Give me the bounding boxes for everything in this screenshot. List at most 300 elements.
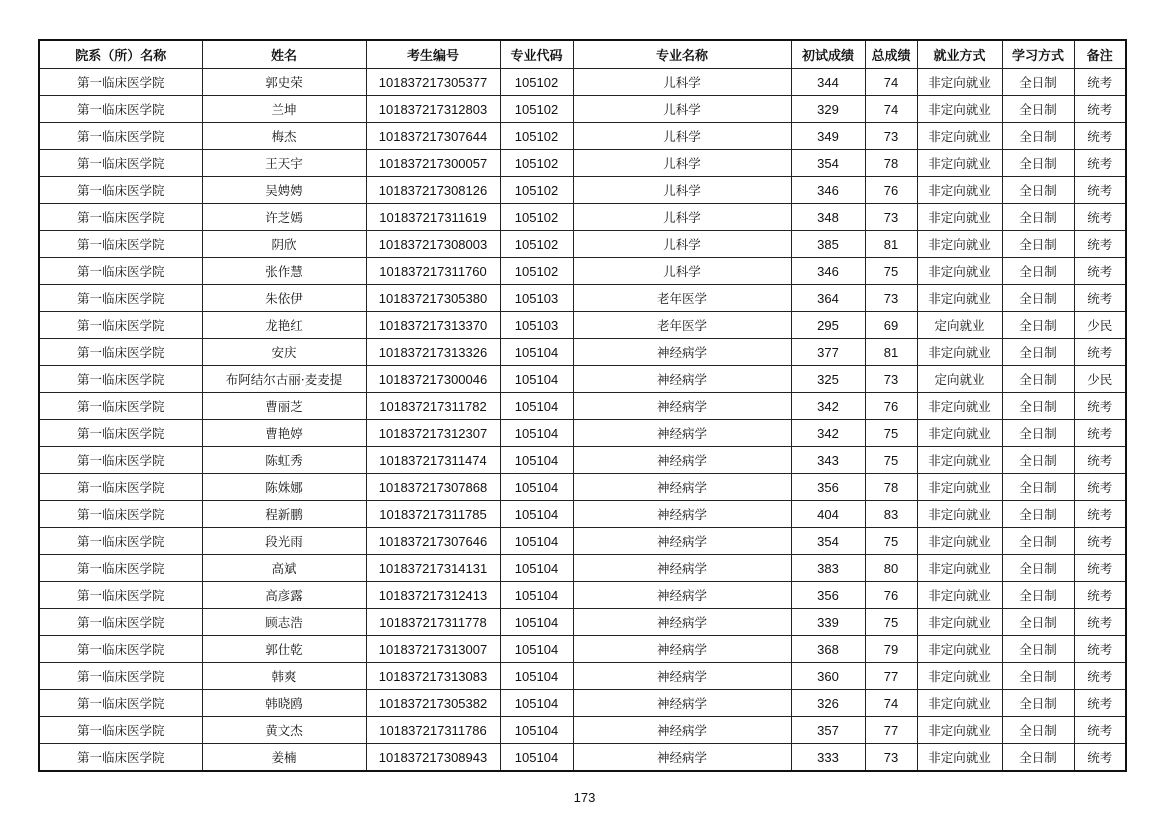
cell-department: 第一临床医学院 bbox=[39, 501, 202, 528]
cell-study-mode: 全日制 bbox=[1002, 744, 1074, 772]
cell-major-name: 神经病学 bbox=[573, 447, 791, 474]
column-header-department: 院系（所）名称 bbox=[39, 40, 202, 69]
cell-major-name: 神经病学 bbox=[573, 366, 791, 393]
cell-candidate-id: 101837217311782 bbox=[366, 393, 500, 420]
cell-employment-type: 非定向就业 bbox=[917, 555, 1002, 582]
table-row bbox=[39, 636, 1126, 663]
cell-study-mode: 全日制 bbox=[1002, 177, 1074, 204]
cell-major-name: 儿科学 bbox=[573, 96, 791, 123]
cell-name: 姜楠 bbox=[202, 744, 366, 772]
cell-total-score: 76 bbox=[865, 177, 917, 204]
column-header-major-name: 专业名称 bbox=[573, 40, 791, 69]
cell-total-score: 75 bbox=[865, 528, 917, 555]
cell-candidate-id: 101837217305377 bbox=[366, 69, 500, 96]
cell-name: 张作慧 bbox=[202, 258, 366, 285]
cell-candidate-id: 101837217311760 bbox=[366, 258, 500, 285]
cell-initial-score: 295 bbox=[791, 312, 865, 339]
cell-employment-type: 非定向就业 bbox=[917, 258, 1002, 285]
cell-department: 第一临床医学院 bbox=[39, 393, 202, 420]
cell-study-mode: 全日制 bbox=[1002, 609, 1074, 636]
cell-total-score: 77 bbox=[865, 717, 917, 744]
cell-initial-score: 368 bbox=[791, 636, 865, 663]
cell-major-code: 105104 bbox=[500, 528, 573, 555]
cell-study-mode: 全日制 bbox=[1002, 582, 1074, 609]
cell-remark: 统考 bbox=[1074, 744, 1126, 772]
cell-department: 第一临床医学院 bbox=[39, 690, 202, 717]
cell-candidate-id: 101837217305380 bbox=[366, 285, 500, 312]
table-row bbox=[39, 690, 1126, 717]
cell-employment-type: 非定向就业 bbox=[917, 447, 1002, 474]
cell-total-score: 78 bbox=[865, 150, 917, 177]
cell-major-code: 105104 bbox=[500, 339, 573, 366]
cell-candidate-id: 101837217313326 bbox=[366, 339, 500, 366]
cell-initial-score: 326 bbox=[791, 690, 865, 717]
table-row bbox=[39, 582, 1126, 609]
column-header-candidate-id: 考生编号 bbox=[366, 40, 500, 69]
cell-major-code: 105104 bbox=[500, 690, 573, 717]
cell-name: 许芝嫣 bbox=[202, 204, 366, 231]
cell-candidate-id: 101837217311474 bbox=[366, 447, 500, 474]
cell-major-code: 105104 bbox=[500, 420, 573, 447]
cell-study-mode: 全日制 bbox=[1002, 447, 1074, 474]
cell-major-name: 神经病学 bbox=[573, 528, 791, 555]
cell-major-code: 105102 bbox=[500, 69, 573, 96]
cell-initial-score: 377 bbox=[791, 339, 865, 366]
cell-name: 顾志浩 bbox=[202, 609, 366, 636]
cell-name: 韩爽 bbox=[202, 663, 366, 690]
table-row bbox=[39, 312, 1126, 339]
cell-initial-score: 346 bbox=[791, 177, 865, 204]
cell-major-name: 神经病学 bbox=[573, 609, 791, 636]
cell-department: 第一临床医学院 bbox=[39, 96, 202, 123]
cell-study-mode: 全日制 bbox=[1002, 123, 1074, 150]
cell-remark: 统考 bbox=[1074, 609, 1126, 636]
cell-candidate-id: 101837217308126 bbox=[366, 177, 500, 204]
table-row bbox=[39, 744, 1126, 772]
cell-candidate-id: 101837217300046 bbox=[366, 366, 500, 393]
cell-department: 第一临床医学院 bbox=[39, 69, 202, 96]
cell-candidate-id: 101837217313007 bbox=[366, 636, 500, 663]
table-row bbox=[39, 528, 1126, 555]
cell-name: 黄文杰 bbox=[202, 717, 366, 744]
cell-remark: 统考 bbox=[1074, 339, 1126, 366]
cell-candidate-id: 101837217314131 bbox=[366, 555, 500, 582]
cell-employment-type: 非定向就业 bbox=[917, 123, 1002, 150]
table-row bbox=[39, 609, 1126, 636]
cell-total-score: 76 bbox=[865, 582, 917, 609]
cell-name: 陈虹秀 bbox=[202, 447, 366, 474]
cell-initial-score: 339 bbox=[791, 609, 865, 636]
cell-remark: 统考 bbox=[1074, 123, 1126, 150]
table-row bbox=[39, 474, 1126, 501]
column-header-study-mode: 学习方式 bbox=[1002, 40, 1074, 69]
cell-department: 第一临床医学院 bbox=[39, 555, 202, 582]
cell-department: 第一临床医学院 bbox=[39, 339, 202, 366]
cell-remark: 统考 bbox=[1074, 501, 1126, 528]
cell-initial-score: 325 bbox=[791, 366, 865, 393]
cell-remark: 统考 bbox=[1074, 717, 1126, 744]
cell-major-name: 老年医学 bbox=[573, 285, 791, 312]
cell-total-score: 75 bbox=[865, 258, 917, 285]
cell-total-score: 81 bbox=[865, 231, 917, 258]
cell-remark: 统考 bbox=[1074, 96, 1126, 123]
cell-employment-type: 非定向就业 bbox=[917, 150, 1002, 177]
cell-major-code: 105104 bbox=[500, 609, 573, 636]
cell-initial-score: 356 bbox=[791, 474, 865, 501]
cell-major-code: 105104 bbox=[500, 501, 573, 528]
cell-major-code: 105103 bbox=[500, 312, 573, 339]
cell-total-score: 79 bbox=[865, 636, 917, 663]
cell-major-code: 105102 bbox=[500, 231, 573, 258]
cell-study-mode: 全日制 bbox=[1002, 420, 1074, 447]
cell-total-score: 74 bbox=[865, 96, 917, 123]
cell-major-code: 105104 bbox=[500, 744, 573, 772]
cell-major-code: 105102 bbox=[500, 177, 573, 204]
cell-candidate-id: 101837217300057 bbox=[366, 150, 500, 177]
cell-candidate-id: 101837217312307 bbox=[366, 420, 500, 447]
cell-name: 阴欣 bbox=[202, 231, 366, 258]
cell-candidate-id: 101837217307646 bbox=[366, 528, 500, 555]
cell-study-mode: 全日制 bbox=[1002, 393, 1074, 420]
cell-major-code: 105102 bbox=[500, 96, 573, 123]
cell-total-score: 80 bbox=[865, 555, 917, 582]
cell-initial-score: 354 bbox=[791, 150, 865, 177]
table-row bbox=[39, 204, 1126, 231]
column-header-employment-type: 就业方式 bbox=[917, 40, 1002, 69]
cell-department: 第一临床医学院 bbox=[39, 447, 202, 474]
cell-department: 第一临床医学院 bbox=[39, 204, 202, 231]
cell-employment-type: 非定向就业 bbox=[917, 204, 1002, 231]
cell-major-name: 神经病学 bbox=[573, 393, 791, 420]
cell-initial-score: 354 bbox=[791, 528, 865, 555]
cell-remark: 统考 bbox=[1074, 663, 1126, 690]
cell-name: 高斌 bbox=[202, 555, 366, 582]
cell-employment-type: 非定向就业 bbox=[917, 177, 1002, 204]
cell-employment-type: 非定向就业 bbox=[917, 96, 1002, 123]
cell-employment-type: 非定向就业 bbox=[917, 501, 1002, 528]
cell-study-mode: 全日制 bbox=[1002, 312, 1074, 339]
table-body bbox=[39, 69, 1126, 772]
cell-remark: 少民 bbox=[1074, 366, 1126, 393]
cell-initial-score: 404 bbox=[791, 501, 865, 528]
cell-major-name: 儿科学 bbox=[573, 204, 791, 231]
cell-candidate-id: 101837217307868 bbox=[366, 474, 500, 501]
cell-name: 吴娉娉 bbox=[202, 177, 366, 204]
cell-department: 第一临床医学院 bbox=[39, 717, 202, 744]
cell-employment-type: 非定向就业 bbox=[917, 420, 1002, 447]
cell-department: 第一临床医学院 bbox=[39, 744, 202, 772]
cell-major-code: 105104 bbox=[500, 582, 573, 609]
cell-employment-type: 非定向就业 bbox=[917, 285, 1002, 312]
cell-department: 第一临床医学院 bbox=[39, 258, 202, 285]
cell-name: 段光雨 bbox=[202, 528, 366, 555]
cell-major-name: 神经病学 bbox=[573, 717, 791, 744]
cell-employment-type: 非定向就业 bbox=[917, 582, 1002, 609]
cell-major-code: 105104 bbox=[500, 393, 573, 420]
cell-candidate-id: 101837217308003 bbox=[366, 231, 500, 258]
cell-remark: 统考 bbox=[1074, 420, 1126, 447]
cell-department: 第一临床医学院 bbox=[39, 150, 202, 177]
cell-name: 龙艳红 bbox=[202, 312, 366, 339]
cell-study-mode: 全日制 bbox=[1002, 258, 1074, 285]
cell-study-mode: 全日制 bbox=[1002, 474, 1074, 501]
table-row bbox=[39, 420, 1126, 447]
cell-name: 郭仕乾 bbox=[202, 636, 366, 663]
cell-study-mode: 全日制 bbox=[1002, 636, 1074, 663]
cell-department: 第一临床医学院 bbox=[39, 663, 202, 690]
cell-remark: 统考 bbox=[1074, 69, 1126, 96]
cell-total-score: 73 bbox=[865, 285, 917, 312]
cell-major-name: 神经病学 bbox=[573, 582, 791, 609]
cell-remark: 统考 bbox=[1074, 555, 1126, 582]
cell-candidate-id: 101837217312803 bbox=[366, 96, 500, 123]
cell-candidate-id: 101837217311786 bbox=[366, 717, 500, 744]
cell-study-mode: 全日制 bbox=[1002, 528, 1074, 555]
cell-name: 曹丽芝 bbox=[202, 393, 366, 420]
cell-major-name: 儿科学 bbox=[573, 69, 791, 96]
cell-remark: 统考 bbox=[1074, 636, 1126, 663]
cell-total-score: 73 bbox=[865, 366, 917, 393]
table-row bbox=[39, 177, 1126, 204]
cell-major-name: 儿科学 bbox=[573, 123, 791, 150]
cell-major-name: 神经病学 bbox=[573, 555, 791, 582]
cell-employment-type: 非定向就业 bbox=[917, 609, 1002, 636]
cell-department: 第一临床医学院 bbox=[39, 528, 202, 555]
cell-name: 布阿结尔古丽·麦麦提 bbox=[202, 366, 366, 393]
cell-department: 第一临床医学院 bbox=[39, 474, 202, 501]
cell-remark: 统考 bbox=[1074, 528, 1126, 555]
cell-major-name: 神经病学 bbox=[573, 690, 791, 717]
cell-total-score: 74 bbox=[865, 69, 917, 96]
cell-remark: 统考 bbox=[1074, 285, 1126, 312]
cell-study-mode: 全日制 bbox=[1002, 663, 1074, 690]
cell-name: 程新鹏 bbox=[202, 501, 366, 528]
cell-major-name: 神经病学 bbox=[573, 636, 791, 663]
cell-candidate-id: 101837217308943 bbox=[366, 744, 500, 772]
cell-major-code: 105103 bbox=[500, 285, 573, 312]
cell-major-code: 105104 bbox=[500, 555, 573, 582]
cell-major-code: 105102 bbox=[500, 150, 573, 177]
table-row bbox=[39, 501, 1126, 528]
cell-initial-score: 349 bbox=[791, 123, 865, 150]
cell-major-code: 105102 bbox=[500, 204, 573, 231]
cell-remark: 统考 bbox=[1074, 177, 1126, 204]
cell-remark: 统考 bbox=[1074, 393, 1126, 420]
cell-department: 第一临床医学院 bbox=[39, 177, 202, 204]
table-header-row bbox=[39, 40, 1126, 69]
cell-remark: 统考 bbox=[1074, 150, 1126, 177]
column-header-total-score: 总成绩 bbox=[865, 40, 917, 69]
cell-name: 陈姝娜 bbox=[202, 474, 366, 501]
admission-list-table bbox=[38, 39, 1127, 772]
table-row bbox=[39, 555, 1126, 582]
cell-remark: 统考 bbox=[1074, 258, 1126, 285]
cell-study-mode: 全日制 bbox=[1002, 717, 1074, 744]
cell-initial-score: 360 bbox=[791, 663, 865, 690]
cell-employment-type: 非定向就业 bbox=[917, 474, 1002, 501]
cell-study-mode: 全日制 bbox=[1002, 366, 1074, 393]
cell-candidate-id: 101837217311785 bbox=[366, 501, 500, 528]
cell-total-score: 83 bbox=[865, 501, 917, 528]
cell-major-code: 105102 bbox=[500, 123, 573, 150]
cell-department: 第一临床医学院 bbox=[39, 231, 202, 258]
cell-initial-score: 329 bbox=[791, 96, 865, 123]
column-header-name: 姓名 bbox=[202, 40, 366, 69]
cell-total-score: 75 bbox=[865, 420, 917, 447]
cell-name: 王天宇 bbox=[202, 150, 366, 177]
cell-major-name: 儿科学 bbox=[573, 150, 791, 177]
cell-employment-type: 定向就业 bbox=[917, 366, 1002, 393]
cell-major-name: 老年医学 bbox=[573, 312, 791, 339]
table-row bbox=[39, 663, 1126, 690]
cell-study-mode: 全日制 bbox=[1002, 204, 1074, 231]
cell-initial-score: 383 bbox=[791, 555, 865, 582]
cell-major-name: 神经病学 bbox=[573, 339, 791, 366]
cell-department: 第一临床医学院 bbox=[39, 420, 202, 447]
cell-total-score: 73 bbox=[865, 204, 917, 231]
cell-study-mode: 全日制 bbox=[1002, 150, 1074, 177]
cell-candidate-id: 101837217307644 bbox=[366, 123, 500, 150]
cell-department: 第一临床医学院 bbox=[39, 366, 202, 393]
cell-initial-score: 356 bbox=[791, 582, 865, 609]
cell-employment-type: 非定向就业 bbox=[917, 339, 1002, 366]
table-row bbox=[39, 231, 1126, 258]
cell-remark: 统考 bbox=[1074, 447, 1126, 474]
cell-name: 朱依伊 bbox=[202, 285, 366, 312]
cell-study-mode: 全日制 bbox=[1002, 690, 1074, 717]
cell-total-score: 69 bbox=[865, 312, 917, 339]
cell-candidate-id: 101837217313370 bbox=[366, 312, 500, 339]
table-row bbox=[39, 339, 1126, 366]
table-row bbox=[39, 285, 1126, 312]
cell-study-mode: 全日制 bbox=[1002, 339, 1074, 366]
cell-total-score: 77 bbox=[865, 663, 917, 690]
cell-major-code: 105104 bbox=[500, 717, 573, 744]
table-row bbox=[39, 150, 1126, 177]
cell-department: 第一临床医学院 bbox=[39, 609, 202, 636]
cell-study-mode: 全日制 bbox=[1002, 96, 1074, 123]
cell-initial-score: 344 bbox=[791, 69, 865, 96]
cell-initial-score: 343 bbox=[791, 447, 865, 474]
cell-initial-score: 357 bbox=[791, 717, 865, 744]
cell-major-name: 神经病学 bbox=[573, 663, 791, 690]
cell-major-code: 105104 bbox=[500, 474, 573, 501]
table-row bbox=[39, 96, 1126, 123]
cell-remark: 统考 bbox=[1074, 474, 1126, 501]
cell-total-score: 73 bbox=[865, 744, 917, 772]
cell-employment-type: 非定向就业 bbox=[917, 393, 1002, 420]
cell-employment-type: 非定向就业 bbox=[917, 744, 1002, 772]
table-row bbox=[39, 69, 1126, 96]
cell-initial-score: 342 bbox=[791, 393, 865, 420]
cell-major-name: 神经病学 bbox=[573, 474, 791, 501]
cell-major-name: 儿科学 bbox=[573, 231, 791, 258]
cell-department: 第一临床医学院 bbox=[39, 312, 202, 339]
column-header-initial-score: 初试成绩 bbox=[791, 40, 865, 69]
cell-study-mode: 全日制 bbox=[1002, 501, 1074, 528]
cell-candidate-id: 101837217311619 bbox=[366, 204, 500, 231]
cell-study-mode: 全日制 bbox=[1002, 231, 1074, 258]
cell-total-score: 76 bbox=[865, 393, 917, 420]
table-row bbox=[39, 447, 1126, 474]
cell-department: 第一临床医学院 bbox=[39, 636, 202, 663]
column-header-remark: 备注 bbox=[1074, 40, 1126, 69]
cell-candidate-id: 101837217312413 bbox=[366, 582, 500, 609]
table-row bbox=[39, 258, 1126, 285]
column-header-major-code: 专业代码 bbox=[500, 40, 573, 69]
cell-candidate-id: 101837217305382 bbox=[366, 690, 500, 717]
cell-candidate-id: 101837217313083 bbox=[366, 663, 500, 690]
cell-major-code: 105102 bbox=[500, 258, 573, 285]
cell-major-name: 儿科学 bbox=[573, 258, 791, 285]
cell-initial-score: 348 bbox=[791, 204, 865, 231]
cell-name: 高彦露 bbox=[202, 582, 366, 609]
cell-remark: 统考 bbox=[1074, 690, 1126, 717]
cell-major-name: 神经病学 bbox=[573, 501, 791, 528]
cell-department: 第一临床医学院 bbox=[39, 123, 202, 150]
cell-total-score: 81 bbox=[865, 339, 917, 366]
cell-name: 安庆 bbox=[202, 339, 366, 366]
cell-department: 第一临床医学院 bbox=[39, 285, 202, 312]
cell-total-score: 75 bbox=[865, 609, 917, 636]
table-row bbox=[39, 393, 1126, 420]
cell-name: 韩晓鸥 bbox=[202, 690, 366, 717]
cell-name: 曹艳婷 bbox=[202, 420, 366, 447]
table-row bbox=[39, 123, 1126, 150]
cell-employment-type: 非定向就业 bbox=[917, 231, 1002, 258]
cell-candidate-id: 101837217311778 bbox=[366, 609, 500, 636]
table-row bbox=[39, 717, 1126, 744]
cell-employment-type: 非定向就业 bbox=[917, 663, 1002, 690]
cell-remark: 统考 bbox=[1074, 204, 1126, 231]
cell-initial-score: 346 bbox=[791, 258, 865, 285]
cell-employment-type: 非定向就业 bbox=[917, 690, 1002, 717]
cell-major-code: 105104 bbox=[500, 366, 573, 393]
cell-major-name: 儿科学 bbox=[573, 177, 791, 204]
cell-employment-type: 非定向就业 bbox=[917, 528, 1002, 555]
cell-major-code: 105104 bbox=[500, 663, 573, 690]
table-row bbox=[39, 366, 1126, 393]
cell-total-score: 75 bbox=[865, 447, 917, 474]
cell-total-score: 74 bbox=[865, 690, 917, 717]
cell-total-score: 78 bbox=[865, 474, 917, 501]
cell-initial-score: 364 bbox=[791, 285, 865, 312]
cell-initial-score: 385 bbox=[791, 231, 865, 258]
cell-study-mode: 全日制 bbox=[1002, 285, 1074, 312]
cell-employment-type: 非定向就业 bbox=[917, 636, 1002, 663]
cell-study-mode: 全日制 bbox=[1002, 555, 1074, 582]
cell-major-code: 105104 bbox=[500, 636, 573, 663]
cell-employment-type: 非定向就业 bbox=[917, 69, 1002, 96]
cell-employment-type: 非定向就业 bbox=[917, 717, 1002, 744]
cell-study-mode: 全日制 bbox=[1002, 69, 1074, 96]
cell-major-code: 105104 bbox=[500, 447, 573, 474]
cell-name: 梅杰 bbox=[202, 123, 366, 150]
cell-initial-score: 333 bbox=[791, 744, 865, 772]
cell-major-name: 神经病学 bbox=[573, 744, 791, 772]
cell-remark: 少民 bbox=[1074, 312, 1126, 339]
cell-initial-score: 342 bbox=[791, 420, 865, 447]
cell-remark: 统考 bbox=[1074, 231, 1126, 258]
cell-remark: 统考 bbox=[1074, 582, 1126, 609]
cell-employment-type: 定向就业 bbox=[917, 312, 1002, 339]
page-number: 173 bbox=[573, 790, 596, 805]
cell-name: 郭史荣 bbox=[202, 69, 366, 96]
cell-major-name: 神经病学 bbox=[573, 420, 791, 447]
cell-total-score: 73 bbox=[865, 123, 917, 150]
cell-department: 第一临床医学院 bbox=[39, 582, 202, 609]
cell-name: 兰坤 bbox=[202, 96, 366, 123]
